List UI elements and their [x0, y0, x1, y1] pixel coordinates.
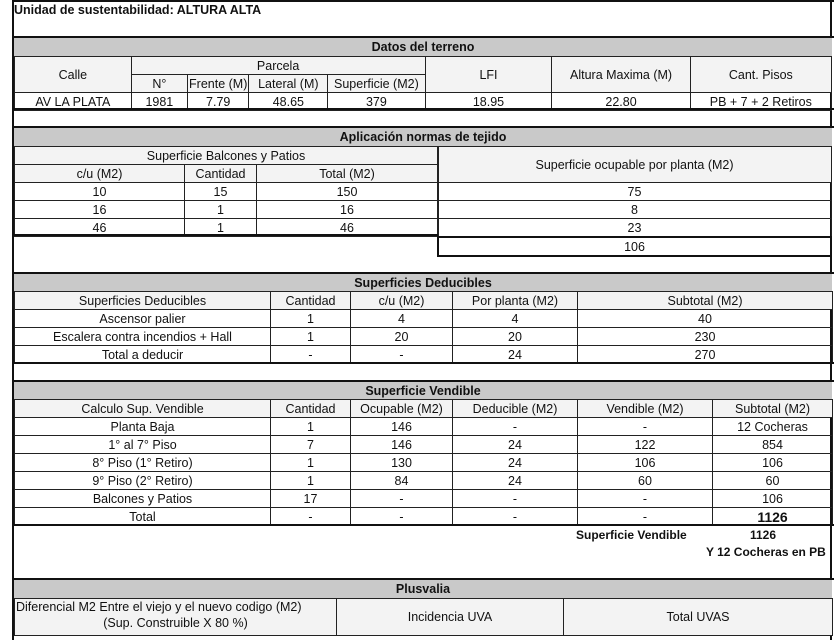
table-row [438, 219, 831, 238]
cell-subtotal: 230 [578, 328, 833, 346]
cell-vendible: - [578, 490, 713, 508]
cell-cantidad: - [271, 508, 351, 526]
cell-cantidad: 1 [271, 328, 351, 346]
header-cu: c/u (M2) [351, 292, 453, 310]
cell-ocupable: 146 [351, 418, 453, 436]
cell-calculo: 9° Piso (2° Retiro) [15, 472, 271, 490]
header-cantidad: Cantidad [185, 165, 257, 183]
cell-cu: 20 [351, 328, 453, 346]
cell-cantidad: - [271, 346, 351, 364]
cell-deducible: 24 [453, 436, 578, 454]
cell-ocupable: 23 [438, 219, 831, 238]
cell-vendible: - [578, 418, 713, 436]
deducibles-table [14, 291, 833, 364]
divider [12, 108, 834, 110]
cell-deducible: 24 [453, 454, 578, 472]
cell-lfi: 18.95 [425, 93, 552, 111]
table-row [15, 454, 833, 472]
table-row [438, 237, 831, 256]
cell-deducible: - [453, 508, 578, 526]
header-diferencial-line1: Diferencial M2 Entre el viejo y el nuevo codigo (M2) [16, 600, 302, 614]
summary-note: Y 12 Cocheras en PB [706, 545, 826, 559]
header-deducible: Deducible (M2) [453, 400, 578, 418]
cell-total: 150 [257, 183, 438, 201]
header-cantidad: Cantidad [271, 292, 351, 310]
cell-vendible: - [578, 508, 713, 526]
cell-subtotal: 40 [578, 310, 833, 328]
cell-calculo: Planta Baja [15, 418, 271, 436]
header-ocupable: Ocupable (M2) [351, 400, 453, 418]
cell-calculo: Balcones y Patios [15, 490, 271, 508]
cell-vendible: 106 [578, 454, 713, 472]
cell-total: 16 [257, 201, 438, 219]
section-title-deducibles: Superficies Deducibles [14, 274, 832, 293]
cell-concepto: Total a deducir [15, 346, 271, 364]
cell-cantidad: 15 [185, 183, 257, 201]
section-title-plusvalia: Plusvalia [14, 580, 832, 599]
cell-ocupable: 75 [438, 183, 831, 201]
vendible-table [14, 399, 833, 526]
divider [12, 234, 438, 236]
cell-ocupable: - [351, 508, 453, 526]
cell-subtotal: 106 [713, 490, 833, 508]
header-ocupable: Superficie ocupable por planta (M2) [438, 147, 831, 183]
cell-cantidad: 1 [185, 219, 257, 237]
plusvalia-table [14, 598, 833, 636]
header-numero: N° [131, 75, 187, 93]
header-cant-pisos: Cant. Pisos [690, 57, 831, 93]
header-parcela: Parcela [131, 57, 425, 75]
cell-ocupable: 84 [351, 472, 453, 490]
cell-ocupable: 130 [351, 454, 453, 472]
cell-cantidad: 1 [271, 472, 351, 490]
summary-value: 1126 [750, 528, 777, 542]
cell-cant-pisos: PB + 7 + 2 Retiros [690, 93, 831, 111]
table-row [15, 472, 833, 490]
cell-deducible: 24 [453, 472, 578, 490]
datos-terreno-table [14, 56, 832, 111]
cell-altura-maxima: 22.80 [552, 93, 690, 111]
header-lfi: LFI [425, 57, 552, 93]
cell-calculo: 8° Piso (1° Retiro) [15, 454, 271, 472]
header-total-uvas: Total UVAS [564, 599, 833, 636]
cell-vendible: 60 [578, 472, 713, 490]
cell-cu: 16 [15, 201, 185, 219]
cell-deducible: - [453, 418, 578, 436]
table-row [15, 201, 438, 219]
header-altura-maxima: Altura Maxima (M) [552, 57, 690, 93]
header-lateral: Lateral (M) [249, 75, 328, 93]
cell-numero: 1981 [131, 93, 187, 111]
cell-frente: 7.79 [188, 93, 249, 111]
cell-deducible: - [453, 490, 578, 508]
cell-cantidad: 17 [271, 490, 351, 508]
cell-cantidad: 1 [271, 310, 351, 328]
divider [12, 362, 834, 364]
cell-ocupable-total: 106 [438, 237, 831, 256]
section-title-vendible: Superficie Vendible [14, 382, 832, 401]
cell-calle: AV LA PLATA [15, 93, 132, 111]
cell-calculo: 1° al 7° Piso [15, 436, 271, 454]
table-row [15, 490, 833, 508]
cell-subtotal: 270 [578, 346, 833, 364]
header-balcones: Superficie Balcones y Patios [15, 147, 438, 165]
cell-ocupable: 8 [438, 201, 831, 219]
cell-subtotal: 12 Cocheras [713, 418, 833, 436]
header-cu: c/u (M2) [15, 165, 185, 183]
table-row [15, 436, 833, 454]
summary-label: Superficie Vendible [576, 528, 687, 542]
header-calculo: Calculo Sup. Vendible [15, 400, 271, 418]
divider [12, 0, 834, 2]
cell-cu: 10 [15, 183, 185, 201]
section-title-datos-terreno: Datos del terreno [14, 38, 832, 57]
header-superficies-deducibles: Superficies Deducibles [15, 292, 271, 310]
cell-por-planta: 24 [453, 346, 578, 364]
cell-por-planta: 4 [453, 310, 578, 328]
header-calle: Calle [15, 57, 132, 93]
cell-subtotal: 60 [713, 472, 833, 490]
cell-ocupable: 146 [351, 436, 453, 454]
table-row [15, 310, 833, 328]
cell-vendible: 122 [578, 436, 713, 454]
cell-subtotal: 106 [713, 454, 833, 472]
table-row [15, 508, 833, 526]
cell-cantidad: 7 [271, 436, 351, 454]
header-superficie: Superficie (M2) [328, 75, 425, 93]
header-subtotal: Subtotal (M2) [713, 400, 833, 418]
cell-cu: 46 [15, 219, 185, 237]
cell-cantidad: 1 [271, 454, 351, 472]
table-row [15, 183, 438, 201]
page-title: Unidad de sustentabilidad: ALTURA ALTA [14, 3, 262, 17]
cell-concepto: Escalera contra incendios + Hall [15, 328, 271, 346]
header-total: Total (M2) [257, 165, 438, 183]
cell-lateral: 48.65 [249, 93, 328, 111]
header-vendible: Vendible (M2) [578, 400, 713, 418]
cell-subtotal: 854 [713, 436, 833, 454]
table-row [438, 201, 831, 219]
ocupable-table [437, 146, 832, 257]
header-incidencia-uva: Incidencia UVA [337, 599, 564, 636]
cell-cu: - [351, 346, 453, 364]
cell-concepto: Ascensor palier [15, 310, 271, 328]
cell-superficie: 379 [328, 93, 425, 111]
cell-cantidad: 1 [185, 201, 257, 219]
cell-ocupable: - [351, 490, 453, 508]
section-title-normas-tejido: Aplicación normas de tejido [14, 128, 832, 147]
divider [12, 524, 834, 526]
header-subtotal: Subtotal (M2) [578, 292, 833, 310]
cell-subtotal-total: 1126 [713, 508, 833, 526]
balcones-table [14, 146, 438, 237]
cell-cu: 4 [351, 310, 453, 328]
table-row [15, 346, 833, 364]
header-cantidad: Cantidad [271, 400, 351, 418]
cell-cantidad: 1 [271, 418, 351, 436]
cell-total: 46 [257, 219, 438, 237]
table-row [15, 328, 833, 346]
table-row [438, 183, 831, 201]
header-por-planta: Por planta (M2) [453, 292, 578, 310]
cell-calculo: Total [15, 508, 271, 526]
cell-por-planta: 20 [453, 328, 578, 346]
header-frente: Frente (M) [189, 76, 248, 91]
header-diferencial-line2: (Sup. Construible X 80 %) [103, 616, 248, 630]
table-row [15, 418, 833, 436]
